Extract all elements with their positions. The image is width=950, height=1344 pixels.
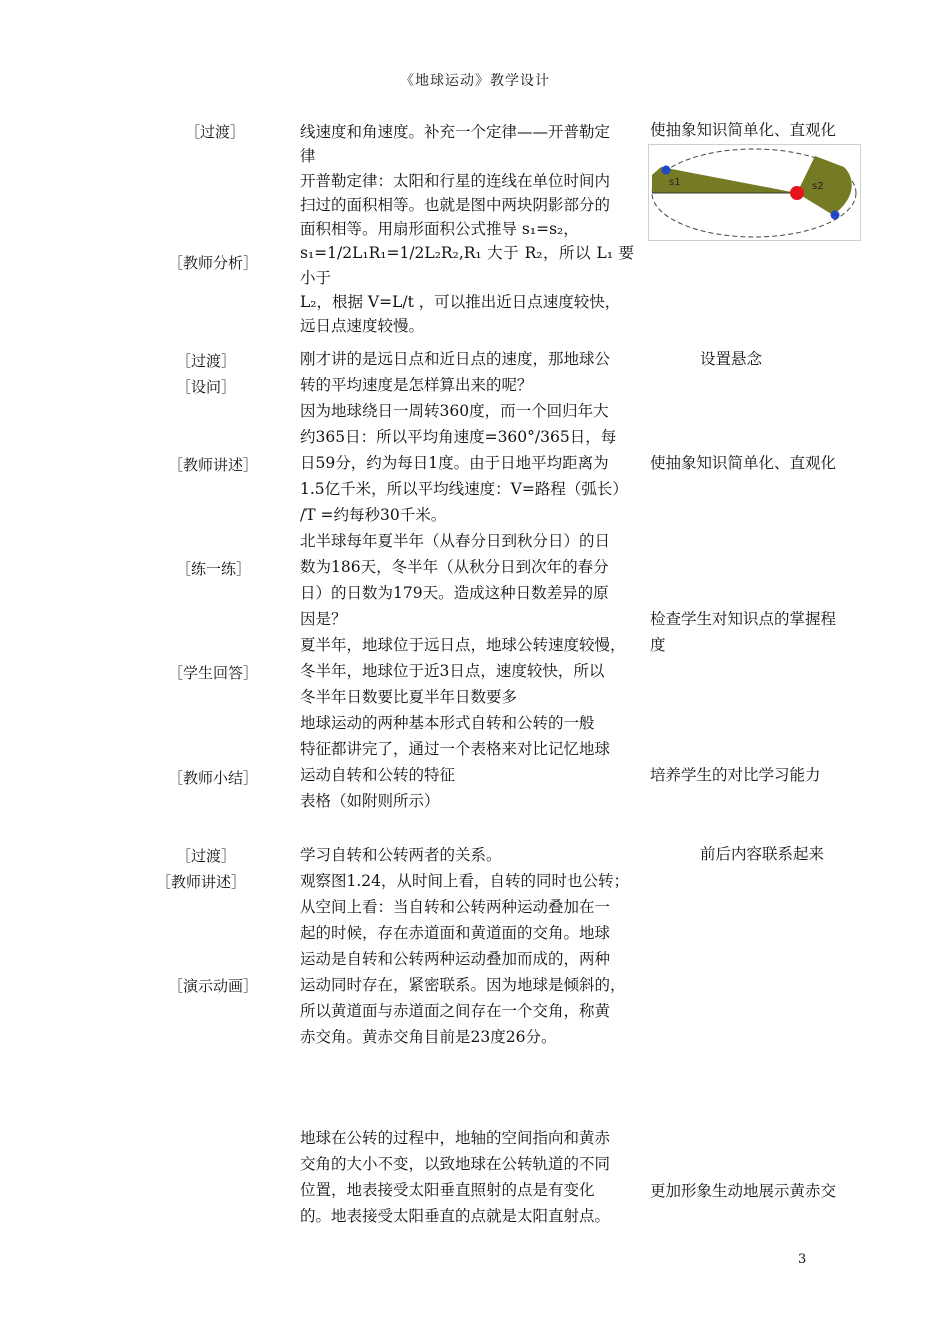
relation-paragraph: [300, 842, 634, 1050]
formula-line: s₁=1/2L₁R₁=1/2L₂R₂,R₁ 大于 R₂，所以 L₁ 要小于: [300, 244, 634, 287]
text-line: 的。地表接受太阳垂直的点就是太阳直射点。: [300, 1207, 611, 1225]
design-note: 前后内容联系起来: [700, 845, 825, 863]
formula-line: L₂，根据 V=L/t ，可以推出近日点速度较快，: [300, 293, 621, 312]
text-line: 扫过的面积相等。也就是图中两块阴影部分的: [300, 195, 611, 214]
planet: [831, 211, 840, 220]
tag-animation-demo: ［演示动画］: [168, 977, 259, 995]
text-line: 起的时候，存在赤道面和黄道面的交角。地球: [300, 924, 611, 942]
text-line: 数为186天，冬半年（从秋分日到次年的春分: [300, 558, 609, 576]
text-line: 冬半年日数要比夏半年日数要多: [300, 688, 518, 706]
swept-area-2: [797, 156, 852, 215]
text-line: 面积相等。用扇形面积公式推导 s₁=s₂，: [300, 220, 579, 239]
text-line: 因是？: [300, 610, 347, 628]
average-speed-paragraph: [300, 346, 634, 814]
text-line: 运动同时存在，紧密联系。因为地球是倾斜的，: [300, 976, 626, 994]
tag-transition: ［过渡］: [185, 123, 246, 141]
text-line: 交角的大小不变，以致地球在公转轨道的不同: [300, 1155, 611, 1173]
text-line: 表格（如附则所示）: [300, 792, 440, 810]
text-line: 刚才讲的是远日点和近日点的速度，那地球公: [300, 350, 611, 368]
text-line: 学习自转和公转两者的关系。: [300, 846, 502, 864]
design-note: 使抽象知识简单化、直观化: [650, 121, 837, 139]
page-number: 3: [798, 1252, 807, 1267]
tag-teacher-analysis: ［教师分析］: [168, 254, 259, 272]
text-line: 冬半年，地球位于近3日点，速度较快，所以: [300, 662, 605, 680]
kepler-orbit-figure: [648, 144, 861, 241]
note-line: 度: [650, 635, 666, 654]
note-line: 检查学生对知识点的掌握程: [650, 610, 837, 628]
text-line: 日59分，约为每日1度。由于日地平均距离为: [300, 454, 609, 472]
text-line: /T =约每秒30千米。: [300, 506, 447, 524]
text-line: 开普勒定律：太阳和行星的连线在单位时间内: [300, 171, 611, 190]
tag-transition: ［过渡］: [176, 352, 237, 370]
text-line: 观察图1.24，从时间上看，自转的同时也公转；: [300, 872, 630, 890]
sun: [790, 186, 804, 200]
tag-question: ［设问］: [176, 378, 237, 396]
text-line: 日）的日数为179天。造成这种日数差异的原: [300, 584, 609, 602]
tag-teacher-lecture: ［教师讲述］: [156, 873, 247, 891]
text-line: 运动自转和公转的特征: [300, 766, 456, 784]
label-s1: s1: [669, 177, 681, 188]
design-note: 设置悬念: [700, 350, 763, 368]
design-note: 使抽象知识简单化、直观化: [650, 454, 837, 472]
tag-teacher-lecture: ［教师讲述］: [168, 456, 259, 474]
text-line: 所以黄道面与赤道面之间存在一个交角，称黄: [300, 1002, 611, 1020]
design-note: 更加形象生动地展示黄赤交: [650, 1182, 837, 1200]
tag-transition: ［过渡］: [176, 847, 237, 865]
text-line: 夏半年，地球位于远日点，地球公转速度较慢，: [300, 636, 626, 654]
text-line: 远日点速度较慢。: [300, 317, 425, 336]
text-line: 因为地球绕日一周转360度，而一个回归年大: [300, 402, 609, 420]
text-line: 地球在公转的过程中，地轴的空间指向和黄赤: [300, 1129, 611, 1147]
tag-teacher-summary: ［教师小结］: [168, 769, 259, 787]
design-note: [650, 607, 836, 658]
tag-student-answer: ［学生回答］: [168, 664, 259, 682]
text-line: 1.5亿千米，所以平均线速度：V=路程（弧长）: [300, 480, 628, 498]
text-line: 转的平均速度是怎样算出来的呢？: [300, 376, 533, 394]
label-s2: s2: [812, 181, 824, 192]
text-line: 线速度和角速度。补充一个定律——开普勒定: [300, 123, 611, 141]
kepler-paragraph: [300, 120, 634, 339]
text-line: 地球运动的两种基本形式自转和公转的一般: [300, 714, 595, 732]
text-line: 从空间上看：当自转和公转两种运动叠加在一: [300, 898, 611, 916]
text-line: 位置，地表接受太阳垂直照射的点是有变化: [300, 1181, 595, 1199]
text-line: 赤交角。黄赤交角目前是23度26分。: [300, 1028, 557, 1046]
design-note: 培养学生的对比学习能力: [650, 766, 821, 784]
text-line: 律: [300, 147, 316, 166]
document-header: 《地球运动》教学设计: [400, 73, 550, 89]
planet: [662, 166, 671, 175]
orbit-diagram: [649, 145, 860, 240]
subsolar-paragraph: [300, 1125, 634, 1229]
text-line: 北半球每年夏半年（从春分日到秋分日）的日: [300, 532, 611, 550]
text-line: 运动是自转和公转两种运动叠加而成的，两种: [300, 950, 611, 968]
text-line: 约365日：所以平均角速度=360°/365日，每: [300, 428, 617, 446]
text-line: 特征都讲完了，通过一个表格来对比记忆地球: [300, 740, 611, 758]
tag-practice: ［练一练］: [176, 560, 252, 578]
